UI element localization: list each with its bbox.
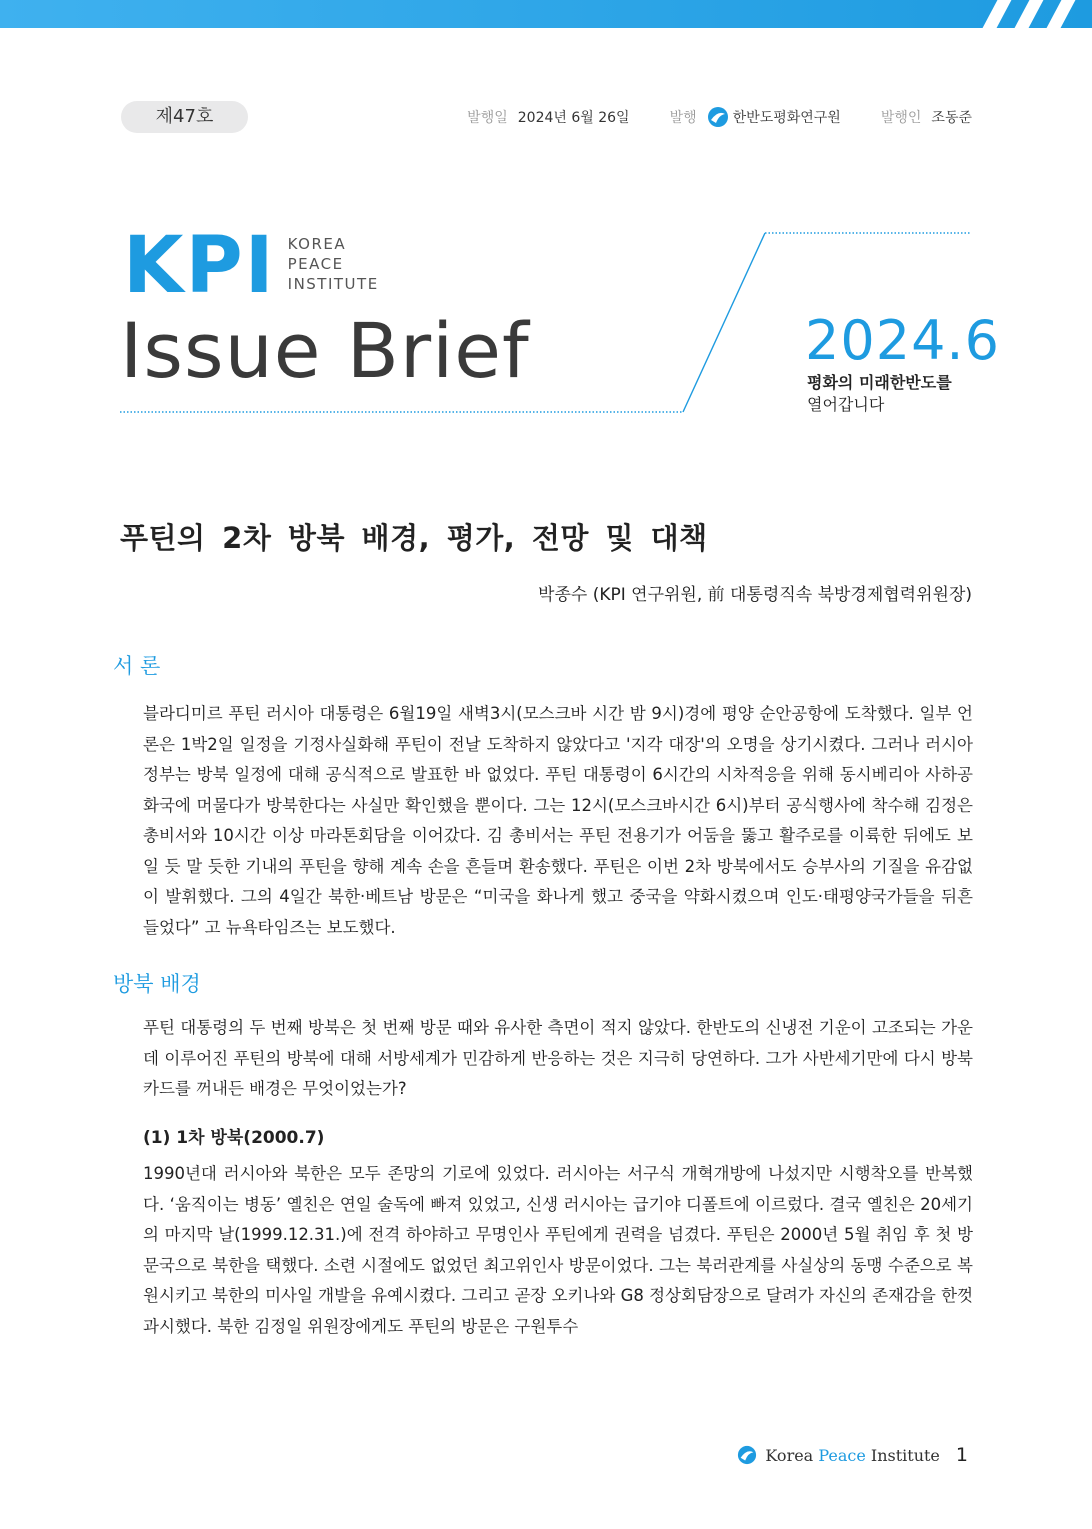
issuer-name: 조동준 — [931, 110, 972, 126]
footer-org-name: Korea Peace Institute — [765, 1445, 940, 1465]
first-visit-paragraph: 1990년대 러시아와 북한은 모두 존망의 기로에 있었다. 러시아는 서구식 개혁개방에 나섰지만 시행착오를 반복했다. ‘움직이는 병동’ 옐친은 연일 술독에 빠져 있었고, 신생 러시아는 급기야 디폴트에 이르렀다. 결국 옐친은 20세기의 마지막 날(1999.12.31.)에 전격 하야하고 무명인사 푸틴에게 권력을 넘겼다. 푸틴은 2000년 5월 취임 후 첫 방문국으로 북한을 택했다. 소련 시절에도 없었던 최고위인사 방문이었다. 그는 북러관계를 사실상의 동맹 수준으로 복원시키고 북한의 미사일 개발을 유예시켰다. 그리고 곧장 오키나와 G8 정상회담장으로 달려가 자신의 존재감을 한껏 과시했다. 북한 김정일 위원장에게도 푸틴의 방문은 구원투수 — [143, 1164, 973, 1336]
kpi-line-1: KOREA — [287, 235, 347, 253]
section-heading-intro: 서 론 — [113, 654, 161, 678]
kpi-emblem-icon — [737, 1445, 757, 1465]
date-label: 발행일 — [467, 110, 508, 126]
issue-number-badge: 제47호 — [121, 101, 248, 133]
date-value: 2024년 6월 26일 — [517, 110, 630, 126]
slogan-line-1: 평화의 미래한반도를 — [807, 373, 952, 392]
slogan — [807, 372, 952, 416]
page-number: 1 — [955, 1444, 968, 1466]
background-paragraph: 푸틴 대통령의 두 번째 방북은 첫 번째 방문 때와 유사한 측면이 적지 않았다. 한반도의 신냉전 기운이 고조되는 가운데 이루어진 푸틴의 방북에 대해 서방세계가 민감하게 반응하는 것은 지극히 당연하다. 그가 사반세기만에 다시 방북 카드를 꺼내든 배경은 무엇이었는가? — [143, 1018, 973, 1098]
kpi-full-name — [288, 234, 379, 294]
kpi-line-2: PEACE — [287, 255, 344, 273]
kpi-line-3: INSTITUTE — [287, 275, 379, 293]
kpi-wordmark: KPI — [123, 221, 276, 311]
section-heading-background: 방북 배경 — [113, 972, 201, 996]
article-title: 푸틴의 2차 방북 배경, 평가, 전망 및 대책 — [120, 521, 708, 555]
slogan-line-2: 열어갑니다 — [807, 395, 885, 414]
edition-date: 2024.6 — [805, 309, 1000, 372]
article-author: 박종수 (KPI 연구위원, 前 대통령직속 북방경제협력위원장) — [538, 585, 972, 605]
kpi-logo — [123, 221, 379, 311]
publisher-label: 발행 — [669, 110, 697, 126]
issuer-label: 발행인 — [880, 110, 922, 126]
intro-paragraph: 블라디미르 푸틴 러시아 대통령은 6월19일 새벽3시(모스크바 시간 밤 9시)경에 평양 순안공항에 도착했다. 일부 언론은 1박2일 일정을 기정사실화해 푸틴이 전날 도착하지 않았다고 '지각 대장'의 오명을 상기시켰다. 그러나 러시아 정부는 방북 일정에 대해 공식적으로 발표한 바 없었다. 푸틴 대통령이 6시간의 시차적응을 위해 동시베리아 사하공화국에 머물다가 방북한다는 사실만 확인했을 뿐이다. 그는 12시(모스크바시간 6시)부터 공식행사에 착수해 김정은 총비서와 10시간 이상 마라톤회담을 이어갔다. 김 총비서는 푸틴 전용기가 어둠을 뚫고 활주로를 이륙한 뒤에도 보일 듯 말 듯한 기내의 푸틴을 향해 계속 손을 흔들며 환송했다. 푸틴은 이번 2차 방북에서도 승부사의 기질을 유감없이 발휘했다. 그의 4일간 북한·베트남 방문은 “미국을 화나게 했고 중국을 약화시켰으며 인도·태평양국가들을 뒤흔들었다” 고 뉴욕타임즈는 보도했다. — [143, 704, 973, 937]
series-title: Issue Brief — [120, 306, 530, 395]
publisher-name: 한반도평화연구원 — [732, 110, 841, 126]
page-footer — [737, 1444, 968, 1466]
subsection-heading: (1) 1차 방북(2000.7) — [143, 1128, 325, 1148]
